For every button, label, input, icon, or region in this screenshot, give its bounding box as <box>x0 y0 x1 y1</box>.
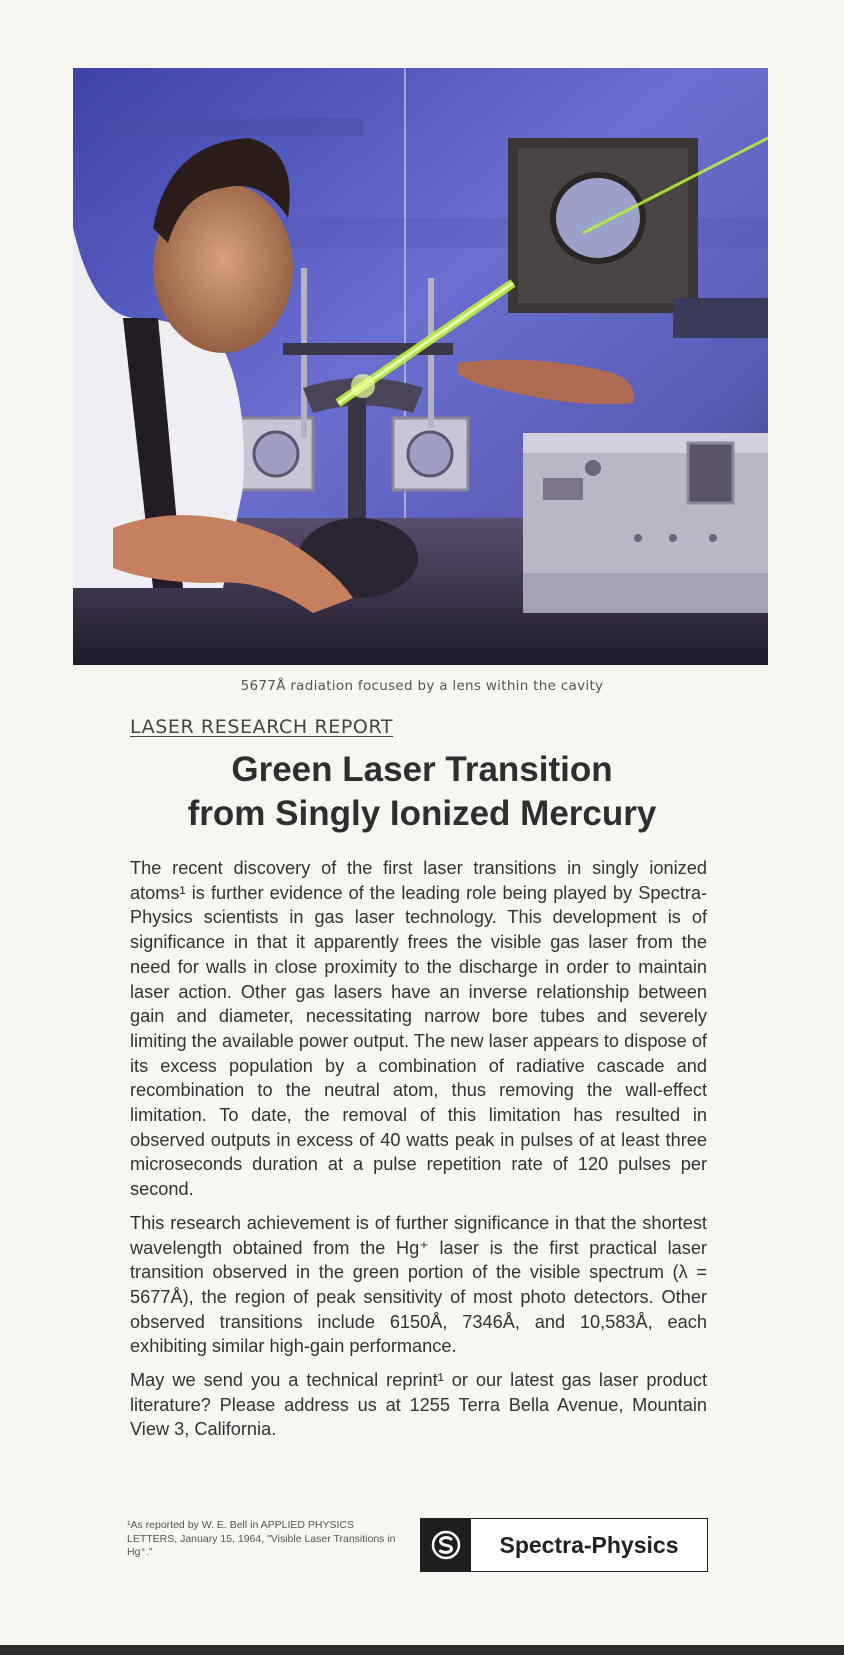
article-body <box>130 856 707 1451</box>
laser-lab-photo <box>73 68 768 665</box>
page-edge <box>0 1645 844 1655</box>
footnote: ¹As reported by W. E. Bell in APPLIED PHYSICS LETTERS, January 15, 1964, "Visible Laser Transitions in Hg⁺." <box>127 1519 396 1558</box>
headline-line-2: from Singly Ionized Mercury <box>187 794 657 833</box>
spectra-physics-s-icon <box>421 1519 471 1571</box>
body-paragraph-1: The recent discovery of the first laser transitions in singly ionized atoms¹ is further evidence of the leading role being played by Spectra-Physics scientists in gas laser technology. This development is of significance in that it apparently frees the visible gas laser from the need for walls in close proximity to the discharge in order to maintain laser action. Other gas lasers have an inverse relationship between gain and diameter, necessitating narrow bore tubes and severely limiting the available power output. The new laser appears to dispose of its excess population by a combination of radiative cascade and recombination to the neutral atom, thus removing the wall-effect limitation. To date, the removal of this limitation has resulted in observed outputs in excess of 40 watts peak in pulses of at least three microseconds duration at a pulse repetition rate of 120 pulses per second. <box>130 858 707 1200</box>
company-logo <box>420 1518 708 1572</box>
logo-wordmark: Spectra-Physics <box>499 1531 679 1558</box>
laser-lab-illustration <box>73 68 768 665</box>
section-kicker: LASER RESEARCH REPORT <box>130 716 394 738</box>
body-paragraph-2: This research achievement is of further significance in that the shortest wavelength obtained from the Hg⁺ laser is the first practical laser transition observed in the green portion of the visible spectrum (λ = 5677Å), the region of peak sensitivity of most photo detectors. Other observed transitions include 6150Å, 7346Å, and 10,583Å, each exhibiting similar high-gain performance. <box>130 1212 707 1357</box>
headline-line-1: Green Laser Transition <box>231 750 613 789</box>
body-paragraph-3: May we send you a technical reprint¹ or our latest gas laser product literature? Please address us at 1255 Terra Bella Avenue, Mountain View 3, California. <box>130 1370 707 1440</box>
photo-caption: 5677Å radiation focused by a lens within the cavity <box>240 678 604 694</box>
headline <box>0 748 844 836</box>
